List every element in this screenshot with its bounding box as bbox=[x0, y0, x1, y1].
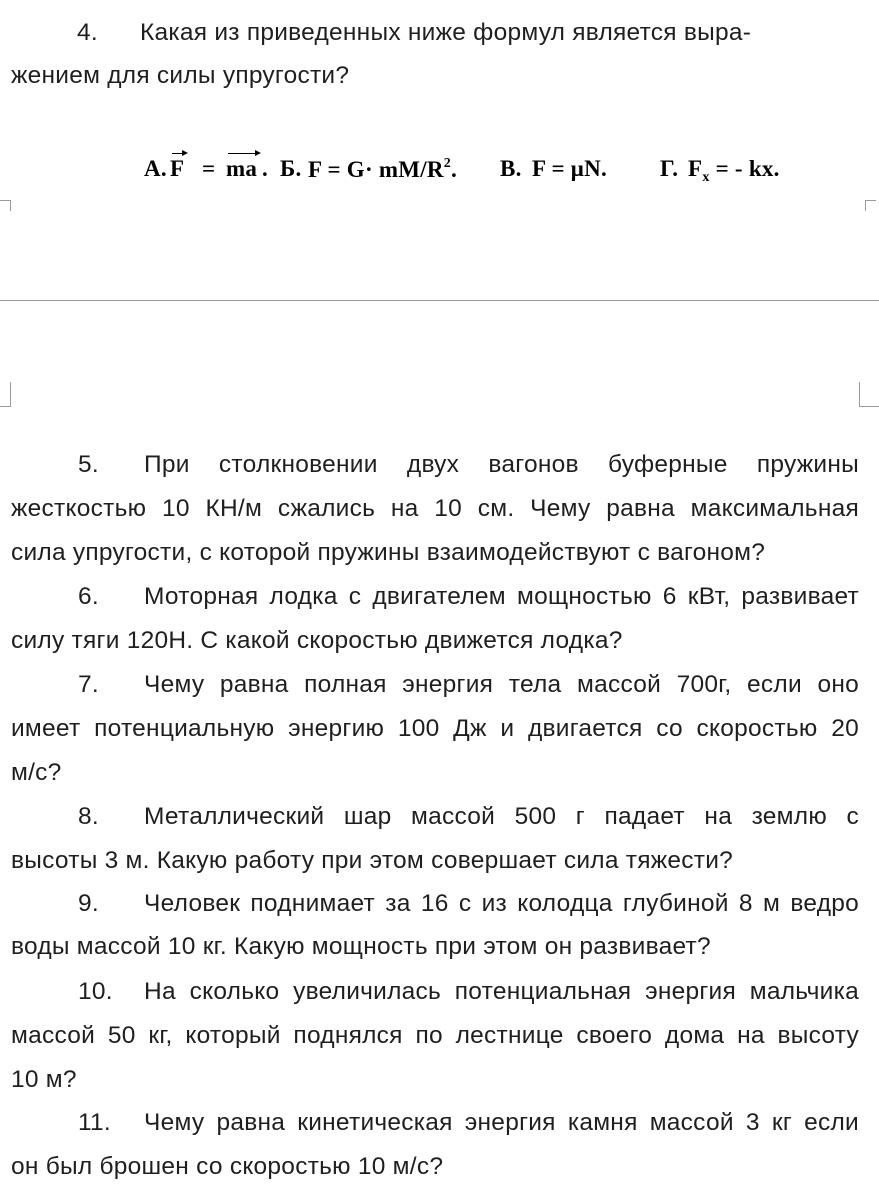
question-9-number: 9. bbox=[78, 890, 99, 917]
question-5-number: 5. bbox=[78, 451, 99, 478]
question-6-text-1: Моторная лодка с двигателем мощностью 6 кВт, развивает bbox=[144, 583, 859, 610]
page-corner-bottom-left bbox=[0, 382, 11, 407]
question-7-number: 7. bbox=[78, 671, 99, 698]
question-6-line-1 bbox=[78, 582, 859, 612]
option-v-label: В. bbox=[500, 156, 522, 181]
question-10-text-1: На сколько увеличилась потенциальная энергия мальчика bbox=[144, 978, 859, 1005]
option-a-ma-vector: ma bbox=[226, 156, 258, 181]
question-7-line-1 bbox=[78, 670, 859, 700]
question-5-line-2: жесткостью 10 КН/м сжались на 10 см. Чему равна максимальная bbox=[11, 495, 859, 522]
option-a-force-vector: F bbox=[170, 156, 185, 181]
question-5-line-1 bbox=[78, 450, 859, 480]
option-a-label: А. bbox=[144, 156, 167, 181]
option-b-period: . bbox=[450, 157, 457, 182]
option-g-force: F bbox=[688, 156, 703, 181]
question-8-number: 8. bbox=[78, 803, 99, 830]
option-b-exponent: 2 bbox=[443, 156, 451, 171]
question-6-number: 6. bbox=[78, 583, 99, 610]
question-4-text-1: Какая из приведенных ниже формул является выра- bbox=[140, 19, 752, 46]
question-7-line-3: м/с? bbox=[11, 759, 62, 786]
question-8-text-1: Металлический шар массой 500 г падает на землю с bbox=[144, 803, 859, 830]
option-a-equals: = bbox=[202, 156, 216, 181]
option-g-label: Г. bbox=[660, 156, 679, 181]
question-4-line-2: жением для силы упругости? bbox=[11, 62, 350, 89]
question-11-line-2: он был брошен со скоростью 10 м/с? bbox=[11, 1153, 444, 1180]
question-10-line-3: 10 м? bbox=[11, 1066, 77, 1093]
option-b-expression bbox=[308, 156, 457, 183]
question-5-line-3: сила упругости, с которой пружины взаимодействуют с вагоном? bbox=[11, 539, 766, 566]
page-break-line bbox=[0, 300, 879, 301]
question-7-text-1: Чему равна полная энергия тела массой 700г, если оно bbox=[144, 671, 859, 698]
question-8-line-1 bbox=[78, 802, 859, 832]
question-4-number: 4. bbox=[77, 19, 98, 46]
question-10-line-2: массой 50 кг, который поднялся по лестнице своего дома на высоту bbox=[11, 1022, 859, 1049]
page-corner-top-left bbox=[0, 200, 11, 211]
page-corner-top-right bbox=[865, 200, 876, 211]
option-g-expression bbox=[688, 156, 780, 186]
option-g-expr-text: = - kx. bbox=[715, 156, 780, 181]
question-11-text-1: Чему равна кинетическая энергия камня массой 3 кг если bbox=[144, 1109, 859, 1136]
question-9-line-1 bbox=[78, 889, 859, 919]
option-a-period: . bbox=[262, 156, 268, 181]
question-5-text-1: При столкновении двух вагонов буферные пружины bbox=[144, 451, 859, 478]
page-corner-bottom-right bbox=[859, 382, 879, 407]
formula-options bbox=[144, 150, 804, 190]
question-7-line-2: имеет потенциальную энергию 100 Дж и двигается со скоростью 20 bbox=[11, 715, 859, 742]
option-b-expr-text: F = G· mM/R bbox=[308, 157, 444, 182]
question-10-line-1 bbox=[78, 977, 859, 1007]
option-b-label: Б. bbox=[280, 156, 302, 181]
question-9-text-1: Человек поднимает за 16 с из колодца глубиной 8 м ведро bbox=[144, 890, 859, 917]
option-v-expression: F = μN. bbox=[532, 156, 607, 181]
question-10-number: 10. bbox=[78, 978, 113, 1005]
question-6-line-2: силу тяги 120Н. С какой скоростью движется лодка? bbox=[11, 627, 623, 654]
option-g-subscript: x bbox=[702, 170, 710, 185]
question-11-line-1 bbox=[78, 1108, 859, 1138]
question-11-number: 11. bbox=[78, 1109, 111, 1136]
question-8-line-2: высоты 3 м. Какую работу при этом совершает сила тяжести? bbox=[11, 847, 734, 874]
question-9-line-2: воды массой 10 кг. Какую мощность при этом он развивает? bbox=[11, 933, 711, 960]
